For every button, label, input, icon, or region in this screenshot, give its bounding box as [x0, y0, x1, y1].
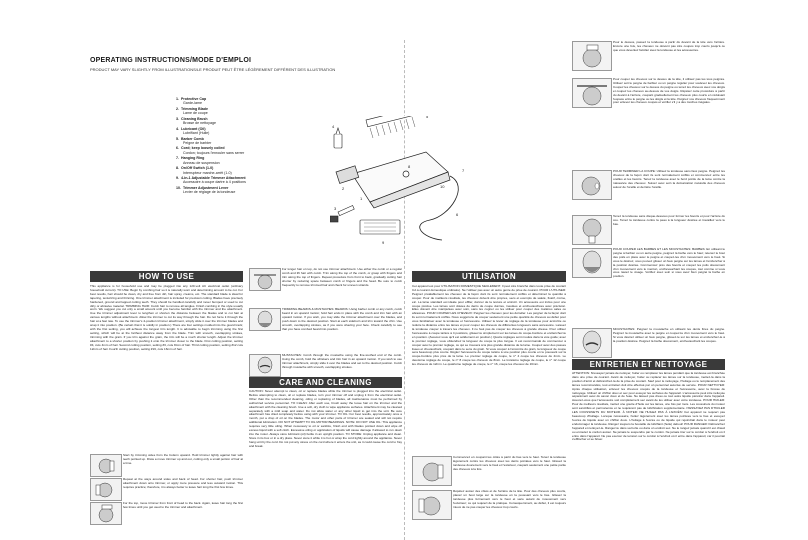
care-cleaning-text: CAUTION: Never attempt to clean, oil or replace blades while the trimmer is plugged into the electrical outlet. Before attempting to clean, oil or replace blades, turn your trimmer off and unplug it from the electrical outlet. Other than the recommended cleaning, oiling or replacing of blades, all maintenance must be performed by authorized service personnel. TO CLEAN: After each use, brush away the loose hair on the trimmer and the attachment with the cleaning brush. Use a soft, dry cloth to wipe appliance surfaces. Attachment may be cleaned separately with a mild soap and water. Do not allow water or any other liquid to get into the unit. Be sure attachment has dried completely before using with your trimmer. TO OIL: For best results, approximately once a month, put a drop of oil on the blades. The motor and other parts of trimmer are sealed and will not require additional lubrication. DO NOT ATTEMPT TO OIL MOTOR BEARINGS. NOTE: DO NOT USE OIL: This appliance requires very little oiling. When necessary to oil or sanitize, finish end with blades pointed down and wipe off excess liquid with a soft cloth. Excessive oiling or application of liquids will cause damage if allowed to run down into the motor. Always store lubricant (oil) bottle in an upright position. TO STORE: Unplug appliance and clean. Store in its box or in a dry place. Never store it while it is hot or wrap the cord tightly around the appliance. Never hang unit by the cord. Do not put any stress on the cord where it enters the unit, as it could cause the cord to fray and break.	[249, 390, 402, 448]
fr-image-beard	[572, 248, 612, 278]
part-name-en: Cord; keep loosely coiled	[181, 146, 225, 151]
part-item	[176, 156, 326, 165]
step-image-mustache	[249, 354, 281, 377]
part-name-en: Hanging Ring	[181, 156, 205, 161]
part-number: 4.	[176, 126, 179, 131]
part-name-en: On/Off Switch (1-0)	[181, 166, 214, 171]
page-title: OPERATING INSTRUCTIONS/MODE D'EMPLOI	[90, 57, 252, 64]
step-image-top	[90, 502, 122, 525]
fr-step-text-sides: Commencez en coupant les côtés à partir du bas vers le haut. Tenez la tondeuse légèrement contre les cheveux avec les dents pointées vers le haut. Glissez la tondeuse doucement vers le haut et l'extérieur, coupant seulement une petite partie des cheveux à la fois.	[453, 456, 566, 471]
part-name-en: Trimmer Adjustment Lever	[183, 186, 229, 191]
callout-number: 1	[360, 196, 363, 201]
part-item	[176, 176, 326, 185]
part-name-en: Trimming Blade	[181, 106, 208, 111]
part-name-fr: Anneau de suspension	[183, 160, 220, 165]
part-item	[176, 127, 326, 136]
part-name-fr: Lubrifiant (Huile)	[183, 130, 210, 135]
fr-text-mustache: MOUSTACHES: Peignez la moustache en utilisant les dents fines du peigne. Peignez la moustache avec le peigne et coupez-la d'un mouvement vers le haut. Si vous désirez utiliser un faux peigne, glissez-le sur les lames et enclenchez-le à la position désirée. Peignez la barbe doucement, enchevauchant les coupes.	[613, 328, 725, 343]
part-number: 10.	[176, 186, 181, 191]
step-text-back: Repeat at the ways around sides and back of head. For shorter hair, push trimmer attachment down onto trimmer, or apply more pressure and less outward motion. This requires practice; therefore, it is always better to leave hair long the first few times.	[123, 478, 243, 489]
callout-number: 9	[382, 240, 385, 245]
oil-bottle	[334, 128, 342, 148]
callout-number: 2	[342, 186, 345, 191]
callout-number: 6	[456, 212, 459, 217]
step-image-beard	[249, 308, 281, 331]
how-to-use-banner: HOW TO USE	[90, 271, 243, 282]
parts-list	[176, 97, 326, 196]
callout-number: 5	[426, 116, 429, 119]
part-item	[176, 107, 326, 116]
part-number: 5.	[176, 136, 179, 141]
fr-text-top: Pour le dessus, passez la tondeuse à partir du devant de la tête vers l'arrière. Encore une fois, les cheveux ne doivent pas être coupés trop courts jusqu'à ce que vous deveniez familier avec la tondeuse et les accessoires.	[613, 41, 725, 52]
entretien-text: ATTENTION: N'essayez jamais de nettoyer, huiler ou remplacer les lames pendant que la tondeuse est branchée dans une prise de courant. Avant de nettoyer, huiler ou replacer les lames sur la tondeuse, mettez-la dans la position d'arrêt et débranchez-la de la prise de courant. Sauf pour le nettoyage, l'huilage ou le remplacement des lames recommandés, tout entretien doit être effectué par un personnel autorisé de service. POUR NETTOYER: Après chaque utilisation, enlevez les cheveux coupés de la tondeuse et l'accessoire, avec la brosse de nettoyage. Utilisez un chiffon doux et sec pour essuyer les surfaces de l'appareil. L'accessoire peut être nettoyée séparément avec du savon doux et de l'eau. Ne laissez pas d'eau ou tout autre liquide pénétrer dans l'appareil. Assurez-vous que l'accessoire soit complètement sec avant de les utiliser avec votre tondeuse. POUR HUILER: Pour de meilleurs résultats, mettez une goutte d'huile sur les lames, une fois par mois. Les coussinets du moteur sont sanctifiés et permanence et ne requièrent pas de lubrification supplémentaire. N'ESSAYEZ PAS D'HUILER LES COUSSINETS DU MOTEUR. À NOTER: NE HUILEZ PAS À L'EXCÈS! Cet appareil ne requiert pas beaucoup d'huilage. Lorsque nécessaire, huilez légèrement avec les lames pointées vers le bas et essuyez l'excès de liquide avec un chiffon doux. L'huilage à l'excès ou de liquide qui rejoindrait dans le moteur peut endommager la tondeuse. Rangez toujours la bouteille de lubrifiant (huile) debout! POUR RANGER: Débranchez l'appareil et nettoyez-le. Rangez-le dans sa boîte ou dans un endroit sec. Ne le rangez jamais quand il est chaud ou enroulez le cordon autour. Ne jamais le suspendre par le cordon. Ne jamais tirer sur le cordon à l'endroit où il entre dans l'appareil. Ne pas exercer de tension sur le cordon à l'endroit où il entre dans l'appareil, car il pourrait s'effilocher et se briser.	[572, 372, 725, 442]
callout-number: 7	[462, 168, 465, 173]
step-text-sides: Start by trimming sides from the bottom upward. Hold trimmer lightly against hair with teeth pointed up. Draw a move trimmer up and out, cutting only a small portion of hair at a time.	[123, 454, 243, 465]
fr-text-neck: Tenez la tondeuse sans disque-dessous pour former les favoris et pour l'arrière du cou. Tenez la tondeuse contre la peau à la longueur désirée et travaillez vers le bas.	[613, 215, 725, 226]
part-name-fr: Brosse de nettoyage	[183, 121, 216, 126]
part-item	[176, 137, 326, 146]
part-item	[176, 146, 326, 155]
fr-image-finish	[572, 170, 612, 200]
fr-text-beard: POUR COUPER LES BARBES ET LES MOUSTACHES: BARBES: En utilisant le peigne à barbier ou un autre peigne, peignez la barbe vers le haut; retenez le bout des poils en place avec le peigne et coupez-les d'un mouvement vers le haut. Si vous le désirez, vous pouvez glisser un faux peigne sur les lames et l'enclencher à la position désirée. Commencez près des favoris et coupez les poils doucement d'un mouvement vers le menton, enchevauchant les coupes, tout comme si vous vous rasiez le visage. Vérifiez avec soin si vous avez bien peigné la barbe en position.	[613, 248, 725, 279]
part-item	[176, 166, 326, 175]
entretien-banner: ENTRETIEN ET NETTOYAGE	[572, 359, 725, 370]
step-text-mustache: MUSTACHES: Comb through the mustache using the fine-toothed end of the comb. Using the comb, hold the whiskers and trim hair in an upward motion. If you wish to use trimmer attachment, simply slide it over the blades and set to the desired position. Comb through mustache with smooth, overlapping strokes.	[282, 354, 402, 369]
part-name-fr: Peigne de barbier	[183, 140, 212, 145]
part-name-fr: Accessoire à coupe dartre à 4 positions	[183, 180, 246, 185]
how-to-use-text: This appliance is for household use and may be plugged into any 120-volt AC electrical outlet (ordinary household current). TO USE: Begin by combing hair so it is naturally worn and determining amount to be cut. For best results, hair should be clean, dry and free from dirt, hair spray, creams, etc. The standard blade is ideal for tapering, texturizing and thinning. One trimmer attachment is included for precision cutting. Blades have precisely hardened, ground and lapped cutting teeth. They should be handled carefully and never bumped or used to cut dirty or abrasive material. TRIMMING HAIR: Comb hair to remove all tangles. Finish combing in the style usually worn. We suggest you cut only a small amount until you become familiar with the trimmer and the attachment. Use the trimmer adjustment lever to lengthen or shorten the distance between the blades and to cut hair at various lengths without attachment. Allow the trimmer to cut its way through the hair. Do not force it through the hair at a fast rate. To use the trimmer's 4-position trimmer attachment, simply slide it over the trimmer blades and snap it into position. (Be certain that it is solidly in position.) There are four settings molded into the guard track; with the first setting, you will achieve the longest trim length. It is advisable to begin trimming using the first setting, which will be at the farthest distance away from the blade. Trim with smooth, overlapping strokes, trimming with the grain. If you trim against the grain, the trim will be a much shorter length. Adjust the trimmer attachment to a shorter position by pushing it onto the trimmer closer to the blade. First cutting position, setting #4, cuts 4mm of hair. Second cutting position, setting #3, cuts 8mm of hair. Third cutting position, setting #12 cuts 12mm of hair. Fourth cutting position, setting #16, cuts 16mm of hair.	[90, 285, 243, 351]
part-name-en: Lubricant (Oil)	[181, 126, 206, 131]
fr-image-top	[572, 41, 612, 71]
fr-step-image-sides	[412, 456, 452, 486]
fr-text-finish: POUR TERMINER LA COUPE: Utilisez la tondeuse sans faux peigne. Peignez les cheveux de la façon dont ils sont normalement coiffés et commencez entre les oreilles et les favoris. Tenez la tondeuse avec le bord pointu de la lame contre la naissance des cheveux. Suivez avec soin la démarcation naturelle des cheveux autour de l'oreille et derrière l'oreille.	[613, 170, 725, 189]
utilisation-text: Cet appareil est pour UTILISATION DOMESTIQUE SEULEMENT. Il peut être branché dans toute prise de courant CA à courant domestique ordinaire). Ne l'utiliser pas avec un autre genre de prise de courant. POUR L'UTILISER: Peignez préalablement les cheveux de la façon dont ils sont normalement coiffés et déterminez la quantité à couper. Pour de meilleurs résultats, les cheveux doivent être propres, secs et exempts de saleté, fixatif, crème, etc. La lame standard est idéale pour effiler, donner de la texture et amincir. Un accessoire est inclus pour une coupe précise. Les lames sont dotées de dents de coupe durcies, meulées et enchevauchées avec précision. Elles doivent être manipulées avec soin, sans les cogner ou les utiliser pour couper des matières sales ou abrasives. POUR COUPER LES CHEVEUX: Peignez les cheveux pour les démêler. Les peigner de la façon dont ils sont normalement coiffés. Nous suggérons de couper seulement une petite quantité de cheveux au début pour vous familiariser avec la tondeuse et l'accessoire. Utilisez le levier de réglage de la tondeuse pour accroître ou réduire la distance entre les lames et pour couper les cheveux de différentes longueurs sans accessoire. Laissez la tondeuse couper à travers les cheveux. Il ne faut pas de couper les cheveux à grande vitesse. Pour utiliser l'accessoire à coupe tarière à 4 positions, glissez-le simplement sur les lames du coupe-bordure et enclenchez-le en position. (Assurez-vous qu'il est solidement en position.) Quatre réglages sont moulés dans la voie guide; avec le premier réglage, vous obtiendrez la longueur de coupe la plus longue. Il est recommandé de commencer à couper avec le premier réglage, ce qui se trouvera à la plus grande distance de la lame. Coupez avec des passes lisses et chevauchant, coupant dans le sens du grain. Si vous coupez à l'encontre du grain, la longueur de coupe sera beaucoup plus courte. Réglez l'accessoire de coupe tarière à une position plus courte en le poussant sur la coupe-bordure plus près de la lame. Le premier réglage de coupe, le n° 4 coupe les cheveux de 4mm. Le deuxième réglage de coupe, le n° 8 coupe les cheveux de 8mm. Le troisième réglage de coupe, le n° 12 coupe les cheveux de 12mm. Le quatrième réglage de coupe, le n° 16, coupe les cheveux de 16mm.	[412, 285, 566, 367]
fr-image-comb	[572, 78, 612, 108]
callout-number: 8	[408, 164, 411, 169]
fr-step-text-back: Répétez autour des côtés et de l'arrière de la tête. Pour des cheveux plus courts, placez un bout large sur la tondeuse en la poussant vers le bas. Glissez la tondeuse plus fermement vers le haut et sans autant de mouvement vers l'extérieur; ce qui requiert de la pratique. Conséquemment, au début, il est toujours mieux de ne pas couper les cheveux trop courts.	[453, 490, 566, 509]
part-name-fr: Interrupteur marche-arrêt (1-0)	[183, 170, 232, 175]
callout-number: 10	[440, 184, 445, 189]
barber-comb	[366, 116, 455, 138]
part-item	[176, 117, 326, 126]
part-number: 6.	[176, 146, 179, 151]
fr-text-comb: Pour couper les cheveux sur le dessus de la tête, il utilisez pas les tous peignés. Utilisez soit le peigne de barbier ou un peigne régulier pour soulever les cheveux. Coupez les cheveux sur le dessus du peigne ou tenez les cheveux avec vos doigts et coupez les cheveux au-dessus de vos doigts. Répétez cette procédure à partir du devant à l'arrière, coupant graduellement les cheveux plus courts en réduisant l'espace entre le peigne ou les doigts et la tête. Peignez vos cheveux fréquemment pour enlever les cheveux coupés et vérifier s'il y a des mèches inégales.	[613, 78, 725, 105]
part-number: 7.	[176, 156, 179, 161]
step-image-back	[90, 478, 122, 501]
fr-image-neck	[572, 215, 612, 245]
part-name-fr: Lame de coupe	[183, 111, 208, 116]
part-number: 2.	[176, 106, 179, 111]
part-name-en: Protective Cap	[181, 97, 207, 101]
trimmer-body	[336, 152, 450, 208]
page-subtitle: PRODUCT MAY VARY SLIGHTLY FROM ILLUSTRATIONS/LE PRODUIT PEUT ÊTRE LÉGÈREMENT DIFFÉRENT DES ILLUSTRATION	[90, 67, 336, 72]
part-name-en: 4-in-1 Adjustable Trimmer Attachment	[181, 176, 246, 181]
step-image-sides	[90, 454, 122, 477]
part-number: 8.	[176, 166, 179, 171]
step-text-beard: TRIMMING BEARDS & MUSTACHES: BEARDS: Using barber comb or any comb, comb beard in an upward motion; hold hair ends in place with the comb and trim hair with an upward motion. If you wish, you may slide the trimmer attachment over the blades, and push down to the desired position. Start at each sideburn and trim toward the chin. Use smooth, overlapping strokes, as if you were shaving your face. Check carefully to see that you have combed beard into position.	[282, 308, 402, 331]
part-item	[176, 97, 326, 106]
product-illustration	[330, 116, 472, 256]
part-name-fr: Cordon; toujours l'enrouler sans serrer	[183, 150, 245, 155]
utilisation-banner: UTILISATION	[412, 271, 566, 282]
fold-line	[404, 40, 406, 540]
part-item	[176, 186, 326, 195]
step-text-comb: For longer hair on top, do not use trimmer attachment. Use either the comb or a regular comb and lift hair with comb. Trim along the top of the comb, or grasp with fingers and trim along the top of fingers. Repeat procedure from front to back, gradually cutting hair shorter by reducing space between comb or fingers and the head. Be sure to comb frequently to remove trimmed hair and check for uneven strands.	[282, 268, 402, 287]
part-number: 9.	[176, 176, 179, 181]
attachment	[360, 220, 400, 234]
fr-step-image-back	[412, 490, 452, 520]
part-name-en: Barber Comb	[181, 136, 204, 141]
part-name-fr: Garde-lame	[183, 101, 202, 106]
care-cleaning-banner: CARE AND CLEANING	[249, 377, 402, 388]
callout-number: 4	[332, 124, 335, 129]
part-number: 1.	[176, 97, 179, 101]
part-name-en: Cleaning Brush	[181, 116, 208, 121]
step-text-top: For the top, move trimmer from front of head to the back. Again, leave hair long the first few times until you get used to the trimmer and attachment.	[123, 502, 243, 509]
part-name-fr: Levier de réglage de la tondeuse	[183, 190, 236, 195]
callout-number: 3	[334, 206, 337, 211]
step-image-comb	[249, 268, 281, 291]
fr-image-mustache	[572, 328, 612, 358]
part-number: 3.	[176, 116, 179, 121]
